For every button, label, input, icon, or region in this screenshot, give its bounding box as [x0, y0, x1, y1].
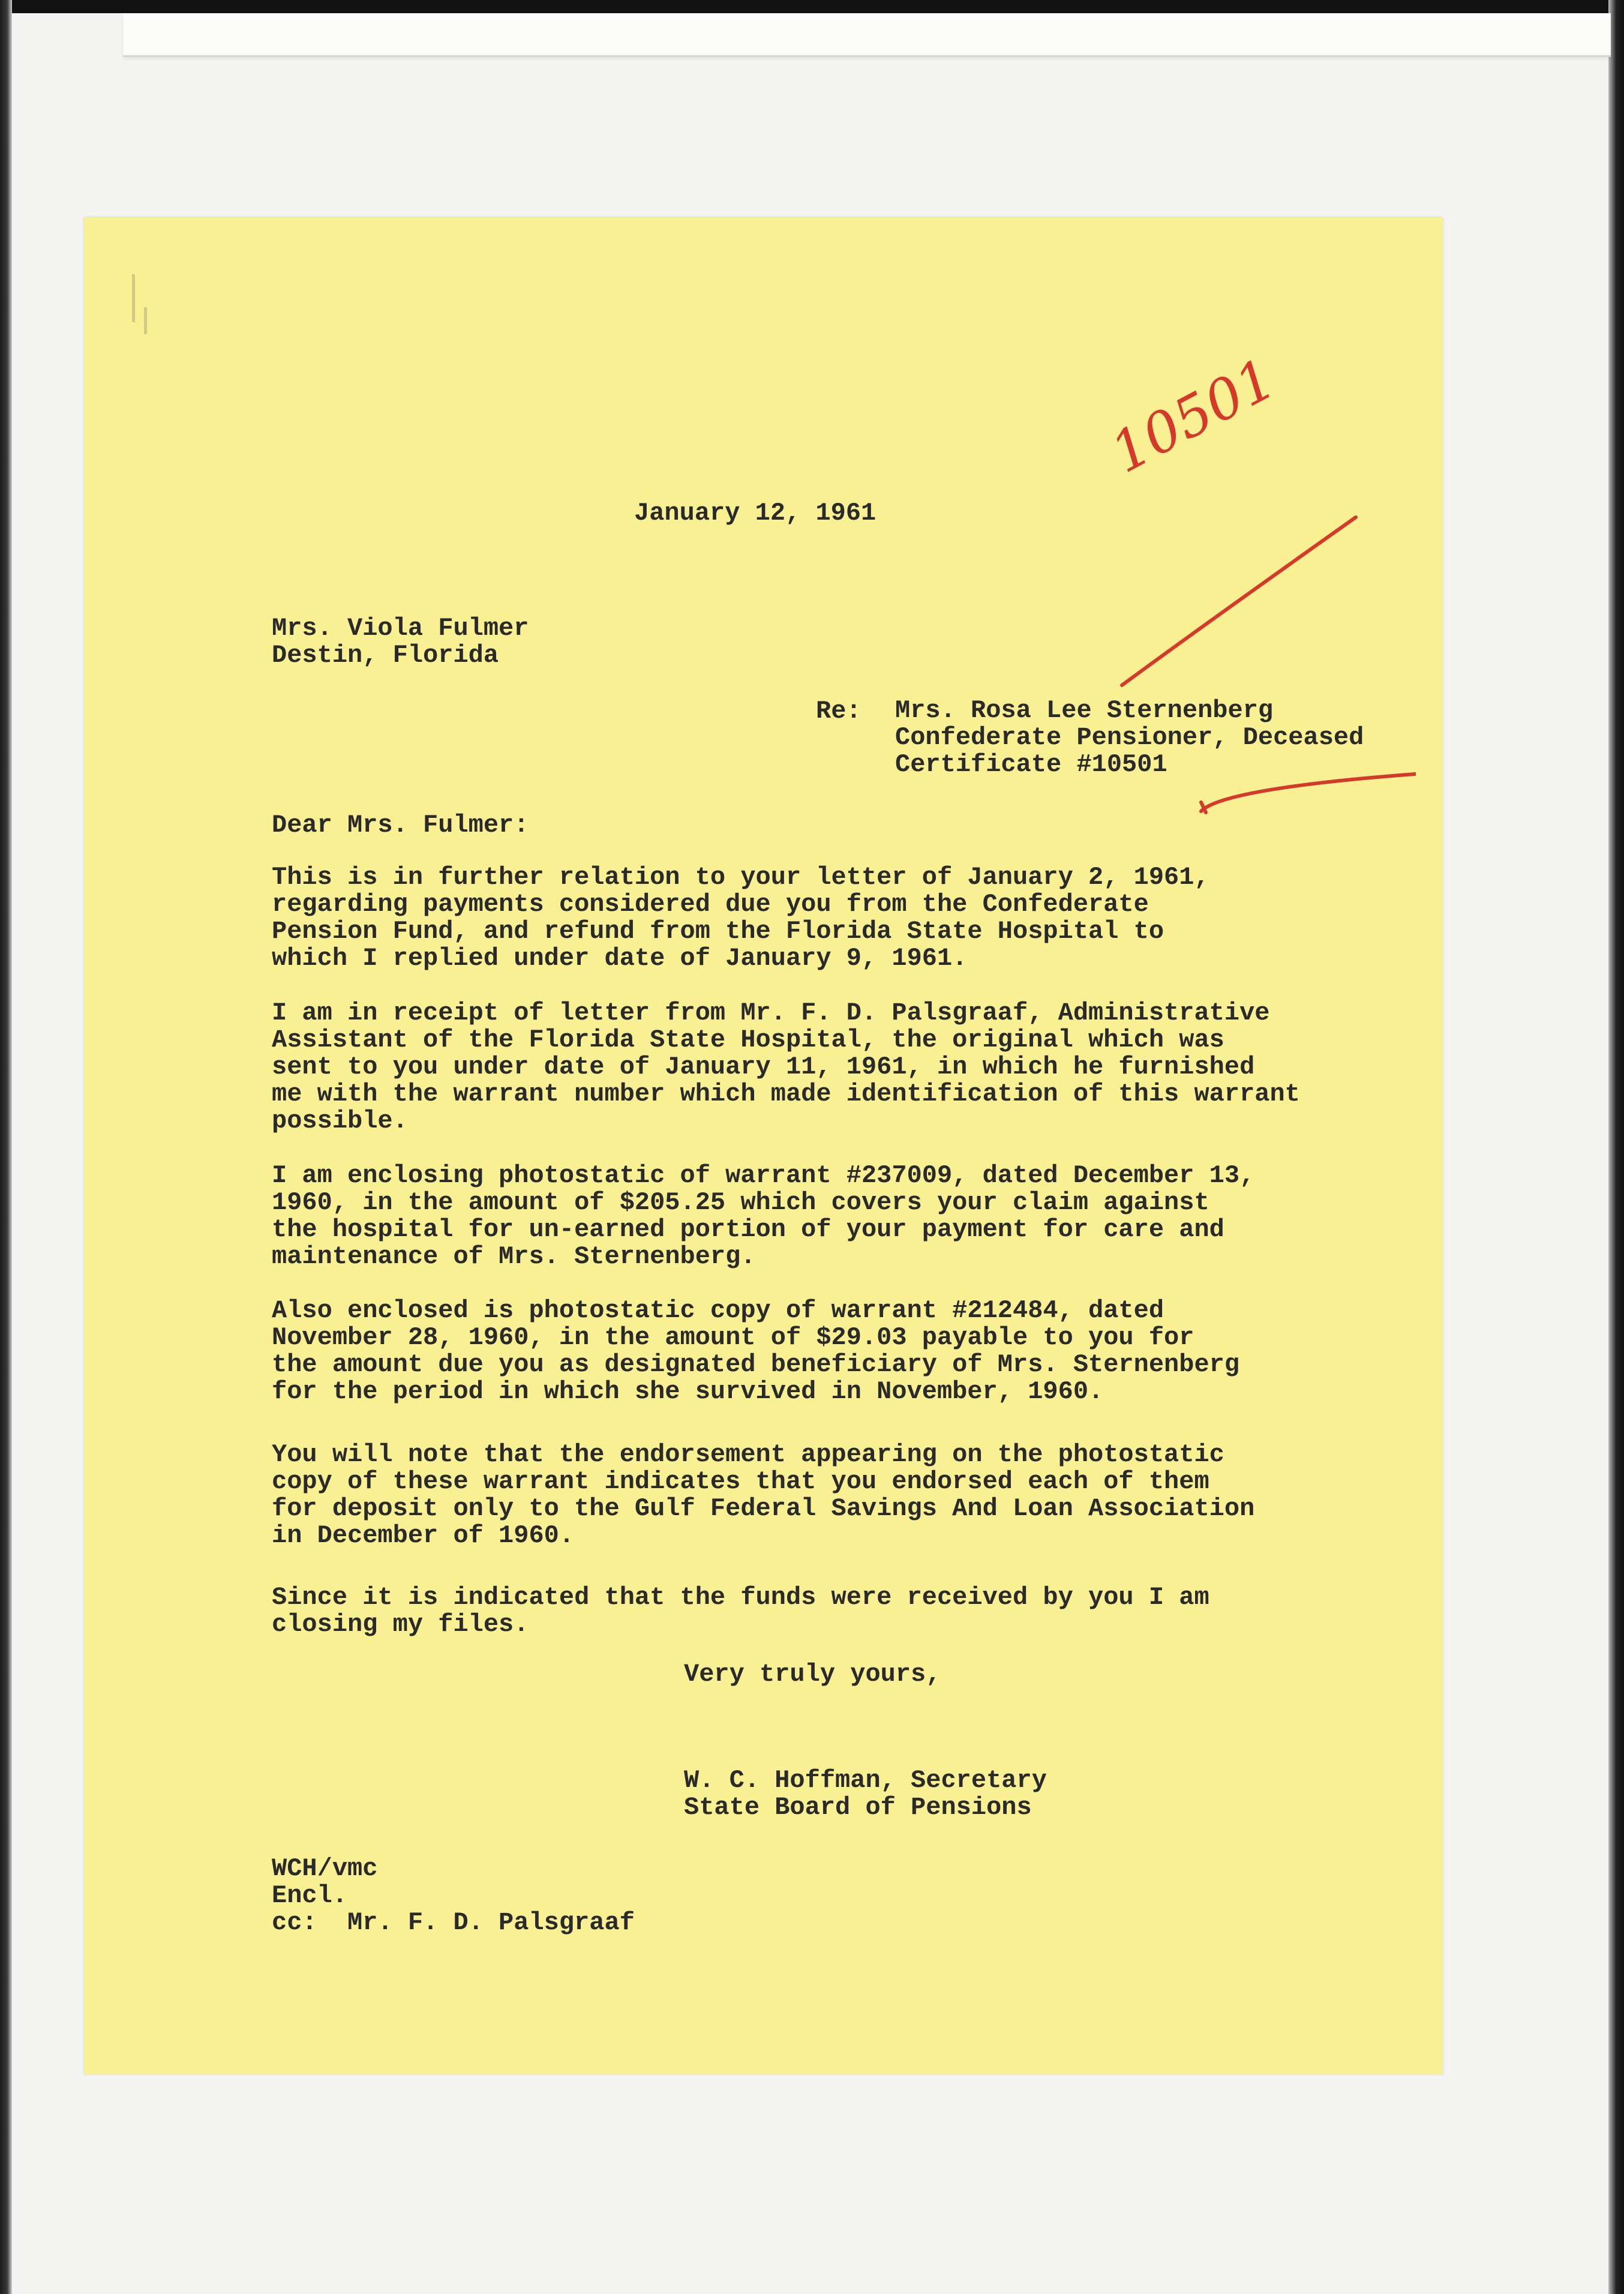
paragraph-line: Since it is indicated that the funds were received by you I am — [272, 1583, 1209, 1612]
initials: WCH/vmc — [272, 1854, 378, 1883]
paragraph-line: the hospital for un-earned portion of your payment for care and — [272, 1215, 1224, 1244]
re-label: Re: — [816, 697, 861, 725]
paragraph-line: I am in receipt of letter from Mr. F. D. Palsgraaf, Administrative — [272, 998, 1270, 1027]
pencil-mark — [144, 307, 147, 334]
paragraph-line: maintenance of Mrs. Sternenberg. — [272, 1242, 756, 1271]
paragraph-line: Assistant of the Florida State Hospital, the original which was — [272, 1025, 1224, 1054]
paragraph-line: closing my files. — [272, 1610, 529, 1639]
paragraph-line: November 28, 1960, in the amount of $29.03 payable to you for — [272, 1323, 1194, 1352]
paragraph-line: possible. — [272, 1106, 408, 1135]
paragraph-line: which I replied under date of January 9, 1961. — [272, 944, 968, 973]
paragraph-4 — [272, 1297, 1239, 1405]
re-line-pensioner: Confederate Pensioner, Deceased — [895, 723, 1364, 752]
recipient-city: Destin, Florida — [272, 641, 499, 670]
footer-notations — [272, 1855, 635, 1936]
carbon-copy: cc: Mr. F. D. Palsgraaf — [272, 1908, 635, 1937]
signer-office: State Board of Pensions — [684, 1793, 1032, 1822]
paragraph-line: the amount due you as designated beneficiary of Mrs. Sternenberg — [272, 1350, 1240, 1379]
re-block — [895, 697, 1364, 778]
letter-page — [84, 217, 1443, 2074]
paragraph-line: for deposit only to the Gulf Federal Savings And Loan Association — [272, 1494, 1255, 1523]
paragraph-line: Pension Fund, and refund from the Florida State Hospital to — [272, 917, 1164, 946]
scan-border-top — [0, 0, 1624, 13]
scan-border-right — [1608, 0, 1624, 2294]
paragraph-5 — [272, 1441, 1254, 1549]
handwritten-certificate-number: 10501 — [1100, 346, 1286, 485]
paragraph-6 — [272, 1584, 1209, 1638]
recipient-address — [272, 615, 529, 669]
paragraph-line: This is in further relation to your letter of January 2, 1961, — [272, 863, 1209, 892]
underlying-sheet-edge — [123, 13, 1611, 57]
pencil-mark — [132, 274, 135, 322]
enclosure-note: Encl. — [272, 1881, 348, 1910]
signer-name: W. C. Hoffman, Secretary — [684, 1766, 1047, 1795]
re-line-deceased: Mrs. Rosa Lee Sternenberg — [895, 696, 1274, 725]
paragraph-3 — [272, 1162, 1254, 1270]
paragraph-line: copy of these warrant indicates that you endorsed each of them — [272, 1467, 1209, 1496]
paragraph-line: You will note that the endorsement appearing on the photostatic — [272, 1440, 1224, 1469]
closing: Very truly yours, — [684, 1660, 941, 1689]
paragraph-line: me with the warrant number which made identification of this warrant — [272, 1079, 1300, 1108]
paragraph-line: Also enclosed is photostatic copy of warrant #212484, dated — [272, 1296, 1164, 1325]
recipient-name: Mrs. Viola Fulmer — [272, 614, 529, 643]
paragraph-line: I am enclosing photostatic of warrant #237009, dated December 13, — [272, 1161, 1255, 1190]
paragraph-line: 1960, in the amount of $205.25 which covers your claim against — [272, 1188, 1209, 1217]
paragraph-2 — [272, 1000, 1300, 1135]
paragraph-line: regarding payments considered due you from the Confederate — [272, 890, 1149, 919]
paragraph-line: in December of 1960. — [272, 1521, 575, 1550]
letter-date: January 12, 1961 — [634, 499, 876, 527]
salutation: Dear Mrs. Fulmer: — [272, 811, 529, 839]
re-line-certificate: Certificate #10501 — [895, 750, 1167, 779]
paragraph-line: for the period in which she survived in November, 1960. — [272, 1377, 1104, 1406]
signature-block — [684, 1767, 1047, 1821]
paragraph-line: sent to you under date of January 11, 1961, in which he furnished — [272, 1052, 1255, 1081]
scan-border-left — [0, 0, 12, 2294]
paragraph-1 — [272, 864, 1209, 972]
